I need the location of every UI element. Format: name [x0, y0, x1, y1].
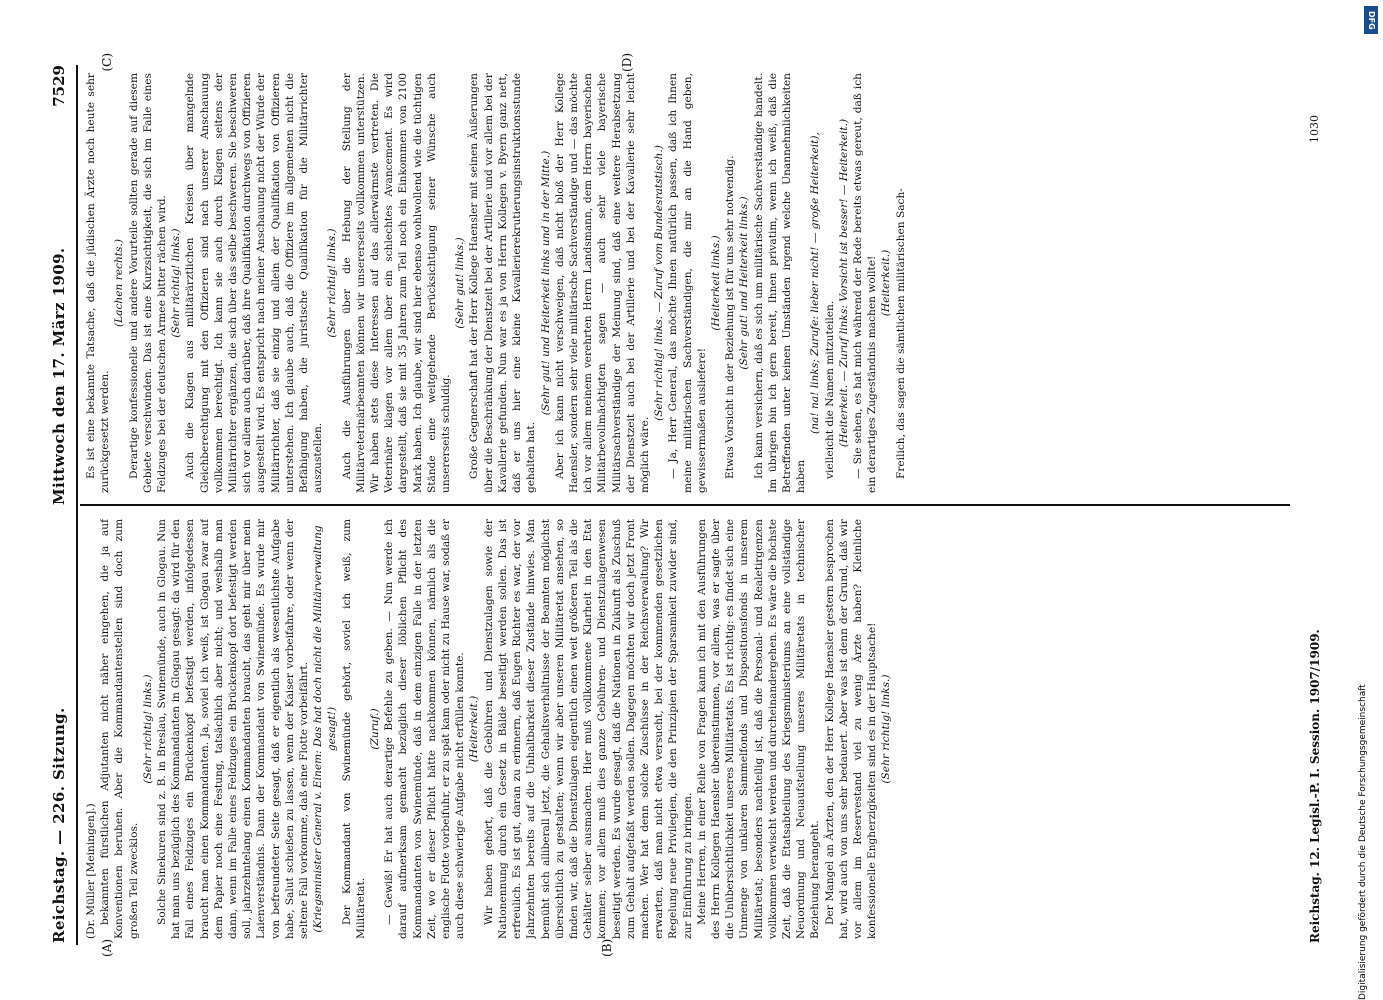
margin-marker-c: (C): [100, 53, 114, 72]
paragraph: Ich kann versichern, daß es sich um militärische Sachverständige handelt. Im übrigen bin ich gern bereit, Ihnen privatim, wenn ich weiß, daß die Betreffenden unter keinen Umständen irgend welche Unannehmlichkeiten haben: [752, 73, 808, 493]
interjection: (Heiterkeit links.): [709, 235, 722, 331]
paragraph: bekannten fürstlichen Adjutanten nicht näher eingehen, die ja auf Konventionen beruhen. Aber die Kommandantenstellen sind doch zum großen Teil zwecklos.: [99, 519, 140, 939]
margin-marker-d: (D): [620, 53, 634, 72]
interjection: (Sehr richtig! links. — Zuruf vom Bundesratstisch.): [653, 145, 666, 421]
paragraph: Der Mangel an Ärzten, den der Herr Kollege Haensler gestern besprochen hat, wird auch von uns sehr bedauert. Aber was ist denn der Grund, daß wir vor allem im Reservestand viel zu wenig Ärzte haben? Kleinliche konfessionelle Engherzigkeiten sind es in der Hauptsache!: [823, 519, 879, 939]
interjection: (Heiterkeit.): [880, 249, 893, 317]
margin-marker-a: (A): [100, 938, 114, 957]
paragraph: Auch die Ausführungen über die Hebung der Stellung der Militärveterinärbeamten können wir unsererseits vollkommen unterstützen. Wir haben stets diese Interessen auf das allerwärmste vertreten. Die Veterinäre klagen vor allem über ein schlechtes Avancement. Es wird dargestellt, daß sie mit 35 Jahren zum Teil noch ein Einkommen von 2100 Mark haben. Ich glaube, wir sind hier ebenso wohlwollend wie die tüchtigen Stände eine weitgehende Berücksichtigung seiner Wünsche auch unsererseits schuldig.: [340, 73, 453, 493]
interjection: (Heiterkeit. — Zuruf links: Vorsicht ist besser! — Heiterkeit.): [837, 118, 850, 448]
interjection: (Heiterkeit.): [468, 695, 481, 763]
page-number: 7529: [50, 65, 68, 107]
interjection: (Zuruf.): [369, 708, 382, 750]
paragraph: Solche Sinekuren sind z. B. in Breslau, Swinemünde, auch in Glogau. Nun hat man uns bezüglich des Kommandanten in Glogau gesagt: da wird für den Fall eines Feldzuges ein Brückenkopf befestigt werden, infolgedessen braucht man einen Kommandanten. Ja, soviel ich weiß, ist Glogau zwar auf dem Papier noch eine Festung, tatsächlich aber nicht; und weshalb man dann, wenn im Falle eines Feldzuges ein Brückenkopf dort befestigt werden soll, jahrzehntelang einen Kommandanten braucht, das geht mir über mein Laienverständnis. Dann der Kommandant von Swinemünde. Es wurde mir von befreundeter Seite gesagt, daß er eigentlich als wesentlichste Aufgabe habe, Salut schießen zu lassen, wenn der Kaiser vorbeifahre, oder wenn der seltene Fall vorkomme, daß eine Flotte vorbeifährt.: [156, 519, 311, 939]
left-column-text: [98, 519, 893, 939]
right-column: [84, 73, 1284, 493]
paragraph: Etwas Vorsicht in der Beziehung ist für uns sehr notwendig.: [724, 155, 737, 479]
left-column: [84, 519, 1284, 939]
interjection: (Sehr gut! links.): [454, 237, 467, 329]
dfg-logo: DFG: [1364, 6, 1378, 34]
interjection: (Lachen rechts.): [113, 239, 126, 327]
margin-marker-b: (B): [600, 938, 614, 957]
footer-number: 1030: [1308, 115, 1321, 143]
paragraph: Freilich, das sagen die sämtlichen militärischen Sach-: [894, 188, 907, 479]
paragraph: Auch die Klagen aus militärärztlichen Kreisen über mangelnde Gleichberechtigung mit den Offizieren sind nach unserer Anschauung vollkommen berechtigt. Ich kann sie auch durch Klagen seitens der Militärrichter ergänzen, die sich über das selbe beschweren. Sie beschweren sich vor allem auch darüber, daß ihre Qualifikation durchwegs von Offizieren ausgestellt wird. Es entspricht nach meiner Anschauung nicht der Würde der Militärrichter, daß sie einzig und allein der Qualifikation von Offizieren unterstehen. Ich glaube auch, daß die Offiziere im allgemeinen nicht die Befähigung haben, die juristische Qualifikation für die Militärrichter auszustellen.: [184, 73, 325, 493]
paragraph: Große Gegnerschaft hat der Herr Kollege Haensler mit seinen Äußerungen über die Beschränkung der Dienstzeit bei der Artillerie und vor allem bei der Kavallerie gefunden. Nun war es ja von Herrn Kollegen v. Byern ganz nett, daß er uns hier eine kleine Kavallerierekrutierungsinstruktionsstunde gehalten hat.: [468, 73, 538, 493]
speaker-line: (Dr. Müller [Meiningen].): [85, 803, 97, 939]
header-left: Reichstag. — 226. Sitzung.: [50, 707, 68, 943]
newspaper-page: [40, 55, 1340, 955]
interjection: (na! na! links; Zurufe: lieber nicht! — große Heiterkeit),: [809, 132, 822, 434]
paragraph: Aber ich kann nicht verschweigen, daß nicht bloß der Herr Kollege Haensler, sondern sehr viele militärische Sachverständige und — das möchte ich vor allem meinem verehrten Herrn Landsmann, dem Herrn bayerischen Militärbevollmächtigten sagen — auch sehr viele bayerische Militärsachverständige der Meinung sind, daß eine weitere Herabsetzung der Dienstzeit auch bei der Artillerie und bei der Kavallerie sehr leicht möglich wäre.: [553, 73, 651, 493]
column-divider: [80, 504, 1290, 506]
dfg-notice: Digitalisierung gefördert durch die Deutsche Forschungsgemeinschaft: [1358, 684, 1368, 1000]
paragraph: — Gewiß! Er hat auch derartige Befehle zu geben. — Nun werde ich darauf aufmerksam gemacht bezüglich dieser löblichen Pflicht des Kommandanten von Swinemünde, daß in dem einzigen Falle in der letzten Zeit, wo er dieser Pflicht hätte nachkommen können, nämlich als die englische Flotte vorbeifuhr, er zu spät kam oder nicht zu Hause war, sodaß er auch diese schwierige Aufgabe nicht erfüllen konnte.: [383, 519, 467, 939]
paragraph: Wir haben gehört, daß die Gebühren und Dienstzulagen sowie der Nationennung durch ein Gesetz in Bälde beseitigt werden sollen. Das ist erfreulich. Es ist gut, daran zu erinnern, daß Eugen Richter es war, der vor Jahrzehnten bereits auf die Unhaltbarkeit dieser Zustände hinwies. Man bemüht sich alliberall jetzt, die Gehaltsverhältnisse der Beamten möglichst übersichtlich zu gestalten; wenn wir aber unseren Militäretat ansehen, so finden wir, daß die Dienstzulagen eigentlich einen weit größeren Teil als die Gehälter selber ausmachen. Hier muß vollkommene Klarheit in den Etat kommen; vor allem muß dies ganze Gebühren- und Dienstzulagenwesen beseitigt werden. Es wurde gesagt, daß die Nationen in Zukunft als Zuschuß zum Gehalt aufgefaßt werden sollen. Dagegen möchten wir doch jetzt Front machen. Wer hat denn solche Zuschüsse in der Reichsverwaltung? Wir erwarten, daß man nicht etwa versucht, bei der kommenden gesetzlichen Regelung neue Privilegien, die den Prinzipien der Sparsamkeit zuwider sind, zur Einführung zu bringen.: [482, 519, 694, 939]
interjection: (Sehr richtig! links.): [141, 674, 154, 784]
paragraph: Der Kommandant von Swinemünde gehört, soviel ich weiß, zum Militäretat.: [340, 519, 367, 939]
paragraph: vielleicht die Namen mitzuteilen.: [823, 300, 836, 479]
paragraph: — Ja, Herr General, das möchte Ihnen natürlich passen, daß ich Ihnen meine militärischen Sachverständigen, die mir an die Hand geben, gewissermaßen ausliefere!: [667, 73, 708, 493]
paragraph: — Sie sehen, es hat mich während der Rede bereits etwas gereut, daß ich ein derartiges Zugeständnis machen wollte!: [851, 73, 879, 493]
interjection: (Kriegsminister General v. Einem: Das hat doch nicht die Militärverwaltung gesagt!): [312, 525, 339, 933]
paragraph: Es ist eine bekannte Tatsache, daß die jüdischen Ärzte noch heute sehr zurückgesetzt werden.: [85, 73, 112, 493]
paragraph: Meine Herren, in einer Reihe von Fragen kann ich mit den Ausführungen des Herrn Kollegen Haensler übereinstimmen, vor allem, was er sagte über die Unübersichtlichkeit unseres Militäretats. Es ist richtig: es findet sich eine Unmenge von unklaren Sammelfonds und Dispositionsfonds in unserem Militäretat; besonders nachteilig ist, daß die Personal- und Realetirgenzen vollkommen verwischt werden und durcheinandergehen. Es wäre die höchste Zeit, daß die Etatsabteilung des Kriegsministeriums an eine vollständige Neuordnung und Neuaufstellung unseres Militäretats in technischer Beziehung herangeht.: [695, 519, 822, 939]
interjection: (Sehr gut! und Heiterkeit links und in der Mitte.): [539, 150, 552, 416]
footer-session: Reichstag. 12. Legisl.-P. I. Session. 1907/1909.: [1308, 629, 1322, 943]
header-date: Mittwoch den 17. März 1909.: [50, 247, 68, 505]
interjection: (Sehr richtig! links.): [170, 228, 183, 338]
interjection: (Sehr richtig! links.): [880, 674, 893, 784]
interjection: (Sehr gut! und Heiterkeit links.): [738, 196, 751, 370]
right-column-text: [84, 73, 908, 493]
interjection: (Sehr richtig! links.): [326, 228, 339, 338]
header-rule: [76, 65, 78, 945]
paragraph: Derartige konfessionelle und andere Vorurteile sollten gerade auf diesem Gebiete verschwinden. Das ist eine Kurzsichtigkeit, die sich im Falle eines Feldzuges bei der deutschen Armee bitter rächen wird.: [127, 73, 169, 493]
